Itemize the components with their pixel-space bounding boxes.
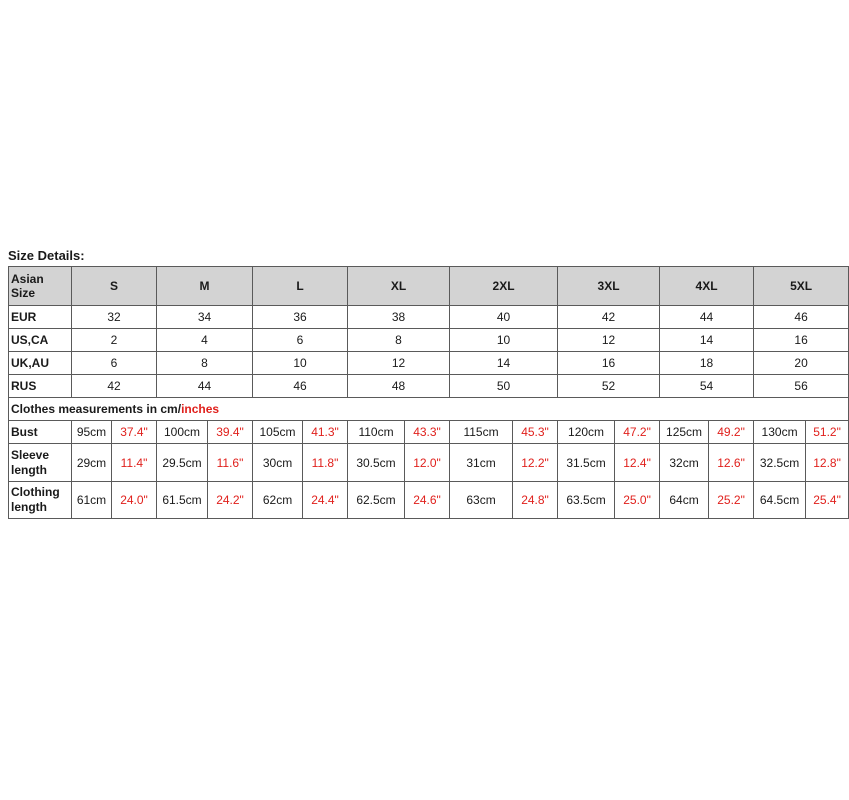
header-size: 4XL xyxy=(660,267,754,306)
table-cell: 46 xyxy=(754,306,849,329)
measurements-title xyxy=(9,398,849,421)
table-cell: 38 xyxy=(348,306,450,329)
table-cell: 52 xyxy=(558,375,660,398)
header-size: S xyxy=(72,267,157,306)
inch-cell: 25.0" xyxy=(615,482,660,519)
inch-cell: 51.2" xyxy=(806,421,849,444)
measure-row-sleeve xyxy=(9,444,849,482)
cm-cell: 63.5cm xyxy=(558,482,615,519)
inch-cell: 24.6" xyxy=(405,482,450,519)
cm-cell: 32.5cm xyxy=(754,444,806,482)
cm-cell: 62.5cm xyxy=(348,482,405,519)
table-cell: 8 xyxy=(157,352,253,375)
cm-cell: 105cm xyxy=(253,421,303,444)
table-cell: 2 xyxy=(72,329,157,352)
size-chart xyxy=(8,248,841,519)
table-cell: 48 xyxy=(348,375,450,398)
inch-cell: 12.2" xyxy=(513,444,558,482)
measurements-title-row xyxy=(9,398,849,421)
cm-cell: 29cm xyxy=(72,444,112,482)
inch-cell: 24.8" xyxy=(513,482,558,519)
inch-cell: 24.4" xyxy=(303,482,348,519)
header-label: Asian Size xyxy=(9,267,72,306)
cm-cell: 29.5cm xyxy=(157,444,208,482)
cm-cell: 100cm xyxy=(157,421,208,444)
inch-cell: 12.4" xyxy=(615,444,660,482)
size-row-us-ca xyxy=(9,329,849,352)
cm-cell: 31cm xyxy=(450,444,513,482)
inch-cell: 11.8" xyxy=(303,444,348,482)
table-cell: 10 xyxy=(450,329,558,352)
header-size: 5XL xyxy=(754,267,849,306)
row-label: RUS xyxy=(9,375,72,398)
cm-cell: 120cm xyxy=(558,421,615,444)
cm-cell: 61.5cm xyxy=(157,482,208,519)
measurements-title-inches: inches xyxy=(181,402,220,416)
table-cell: 12 xyxy=(348,352,450,375)
header-row xyxy=(9,267,849,306)
cm-cell: 95cm xyxy=(72,421,112,444)
table-cell: 34 xyxy=(157,306,253,329)
cm-cell: 125cm xyxy=(660,421,709,444)
cm-cell: 30.5cm xyxy=(348,444,405,482)
cm-cell: 31.5cm xyxy=(558,444,615,482)
table-cell: 6 xyxy=(253,329,348,352)
table-cell: 18 xyxy=(660,352,754,375)
table-cell: 42 xyxy=(72,375,157,398)
cm-cell: 62cm xyxy=(253,482,303,519)
inch-cell: 47.2" xyxy=(615,421,660,444)
page-title: Size Details: xyxy=(8,248,85,263)
header-size: L xyxy=(253,267,348,306)
header-size: 2XL xyxy=(450,267,558,306)
cm-cell: 64.5cm xyxy=(754,482,806,519)
header-size: XL xyxy=(348,267,450,306)
table-cell: 14 xyxy=(660,329,754,352)
cm-cell: 64cm xyxy=(660,482,709,519)
cm-cell: 130cm xyxy=(754,421,806,444)
table-cell: 46 xyxy=(253,375,348,398)
table-cell: 20 xyxy=(754,352,849,375)
row-label: EUR xyxy=(9,306,72,329)
size-row-uk-au xyxy=(9,352,849,375)
table-cell: 10 xyxy=(253,352,348,375)
cm-cell: 115cm xyxy=(450,421,513,444)
inch-cell: 49.2" xyxy=(709,421,754,444)
table-cell: 14 xyxy=(450,352,558,375)
row-label: US,CA xyxy=(9,329,72,352)
inch-cell: 25.4" xyxy=(806,482,849,519)
inch-cell: 37.4" xyxy=(112,421,157,444)
inch-cell: 45.3" xyxy=(513,421,558,444)
table-cell: 32 xyxy=(72,306,157,329)
inch-cell: 11.6" xyxy=(208,444,253,482)
cm-cell: 32cm xyxy=(660,444,709,482)
inch-cell: 12.6" xyxy=(709,444,754,482)
inch-cell: 25.2" xyxy=(709,482,754,519)
header-size: M xyxy=(157,267,253,306)
table-cell: 44 xyxy=(660,306,754,329)
cm-cell: 30cm xyxy=(253,444,303,482)
inch-cell: 11.4" xyxy=(112,444,157,482)
size-row-eur xyxy=(9,306,849,329)
inch-cell: 24.2" xyxy=(208,482,253,519)
table-cell: 42 xyxy=(558,306,660,329)
inch-cell: 39.4" xyxy=(208,421,253,444)
row-label: Sleeve length xyxy=(9,444,72,482)
table-cell: 8 xyxy=(348,329,450,352)
row-label: Bust xyxy=(9,421,72,444)
table-cell: 16 xyxy=(558,352,660,375)
inch-cell: 24.0" xyxy=(112,482,157,519)
table-cell: 6 xyxy=(72,352,157,375)
table-cell: 40 xyxy=(450,306,558,329)
table-cell: 12 xyxy=(558,329,660,352)
table-cell: 16 xyxy=(754,329,849,352)
table-cell: 50 xyxy=(450,375,558,398)
table-cell: 56 xyxy=(754,375,849,398)
inch-cell: 41.3" xyxy=(303,421,348,444)
row-label: Clothing length xyxy=(9,482,72,519)
table-cell: 44 xyxy=(157,375,253,398)
table-cell: 54 xyxy=(660,375,754,398)
inch-cell: 12.0" xyxy=(405,444,450,482)
inch-cell: 12.8" xyxy=(806,444,849,482)
row-label: UK,AU xyxy=(9,352,72,375)
measurements-title-cm: Clothes measurements in cm/ xyxy=(11,402,182,416)
table-cell: 36 xyxy=(253,306,348,329)
cm-cell: 61cm xyxy=(72,482,112,519)
inch-cell: 43.3" xyxy=(405,421,450,444)
size-table xyxy=(8,266,849,519)
table-cell: 4 xyxy=(157,329,253,352)
header-size: 3XL xyxy=(558,267,660,306)
size-row-rus xyxy=(9,375,849,398)
cm-cell: 110cm xyxy=(348,421,405,444)
measure-row-clothing xyxy=(9,482,849,519)
measure-row-bust xyxy=(9,421,849,444)
cm-cell: 63cm xyxy=(450,482,513,519)
